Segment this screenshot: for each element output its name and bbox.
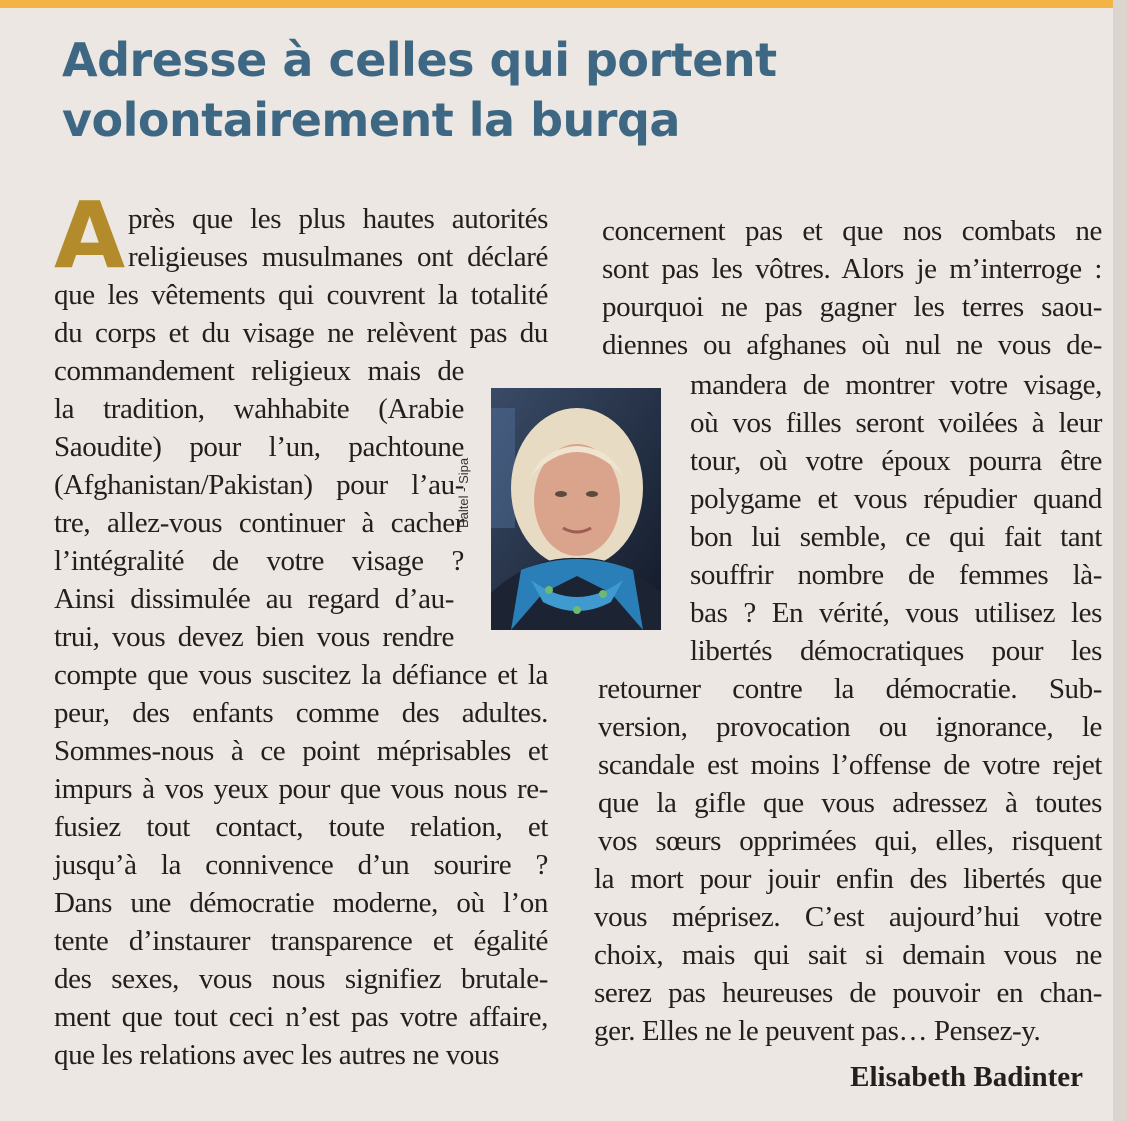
right-line: ger. Elles ne le peuvent pas… Pensez-y. [594,1015,1041,1047]
portrait-image [491,388,661,630]
left-line: peur, des enfants comme des adultes. [54,697,548,729]
left-line: commandement religieux mais de [54,355,464,387]
left-line: que les relations avec les autres ne vous [54,1039,500,1071]
right-line: bas ? En vérité, vous utilisez les [690,597,1102,629]
left-line: impurs à vos yeux pour que vous nous re- [54,773,548,805]
left-line: l’intégralité de votre visage ? [54,545,464,577]
left-line: des sexes, vous nous signifiez brutale- [54,963,548,995]
left-line: Ainsi dissimulée au regard d’au- [54,583,454,615]
author-photo [491,388,661,630]
right-line: choix, mais qui sait si demain vous ne [594,939,1102,971]
right-line: que la gifle que vous adressez à toutes [598,787,1102,819]
right-line: tour, où votre époux pourra être [690,445,1102,477]
left-line: Saoudite) pour l’un, pachtoune [54,431,464,463]
left-line: ment que tout ceci n’est pas votre affaire, [54,1001,548,1033]
drop-cap: A [54,182,126,289]
right-line: retourner contre la démocratie. Sub- [598,673,1102,705]
right-line: vos sœurs opprimées qui, elles, risquent [598,825,1102,857]
right-line: scandale est moins l’offense de votre rejet [598,749,1102,781]
right-line: où vos filles seront voilées à leur [690,407,1102,439]
right-line: souffrir nombre de femmes là- [690,559,1102,591]
right-line: polygame et vous répudier quand [690,483,1102,515]
left-line: Dans une démocratie moderne, où l’on [54,887,548,919]
right-line: pourquoi ne pas gagner les terres saou- [602,291,1102,323]
left-line: compte que vous suscitez la défiance et la [54,659,548,691]
left-line: que les vêtements qui couvrent la totalité [54,279,548,311]
author-signature: Elisabeth Badinter [850,1061,1083,1093]
left-line: Sommes-nous à ce point méprisables et [54,735,548,767]
left-line: près que les plus hautes autorités [128,203,548,235]
right-line: la mort pour jouir enfin des libertés que [594,863,1102,895]
right-line: serez pas heureuses de pouvoir en chan- [594,977,1102,1009]
right-line: version, provocation ou ignorance, le [598,711,1102,743]
right-line: sont pas les vôtres. Alors je m’interroge : [602,253,1102,285]
left-line: tre, allez-vous continuer à cacher [54,507,464,539]
right-line: vous méprisez. C’est aujourd’hui votre [594,901,1102,933]
right-line: concernent pas et que nos combats ne [602,215,1102,247]
page-edge [1113,0,1127,1121]
title-line-2: volontairement la burqa [62,93,680,147]
title-line-1: Adresse à celles qui portent [62,33,777,87]
left-line: tente d’instaurer transparence et égalité [54,925,548,957]
article-title [62,30,962,150]
right-line: libertés démocratiques pour les [690,635,1102,667]
photo-credit: Baltel - Sipa [456,457,471,528]
left-line: jusqu’à la connivence d’un sourire ? [54,849,548,881]
left-line: (Afghanistan/Pakistan) pour l’au- [54,469,464,501]
left-line: fusiez tout contact, toute relation, et [54,811,548,843]
left-line: du corps et du visage ne relèvent pas du [54,317,548,349]
right-line: mandera de montrer votre visage, [690,369,1102,401]
right-line: diennes ou afghanes où nul ne vous de- [602,329,1102,361]
left-line: la tradition, wahhabite (Arabie [54,393,464,425]
left-line: trui, vous devez bien vous rendre [54,621,454,653]
right-line: bon lui semble, ce qui fait tant [690,521,1102,553]
left-line: religieuses musulmanes ont déclaré [128,241,548,273]
